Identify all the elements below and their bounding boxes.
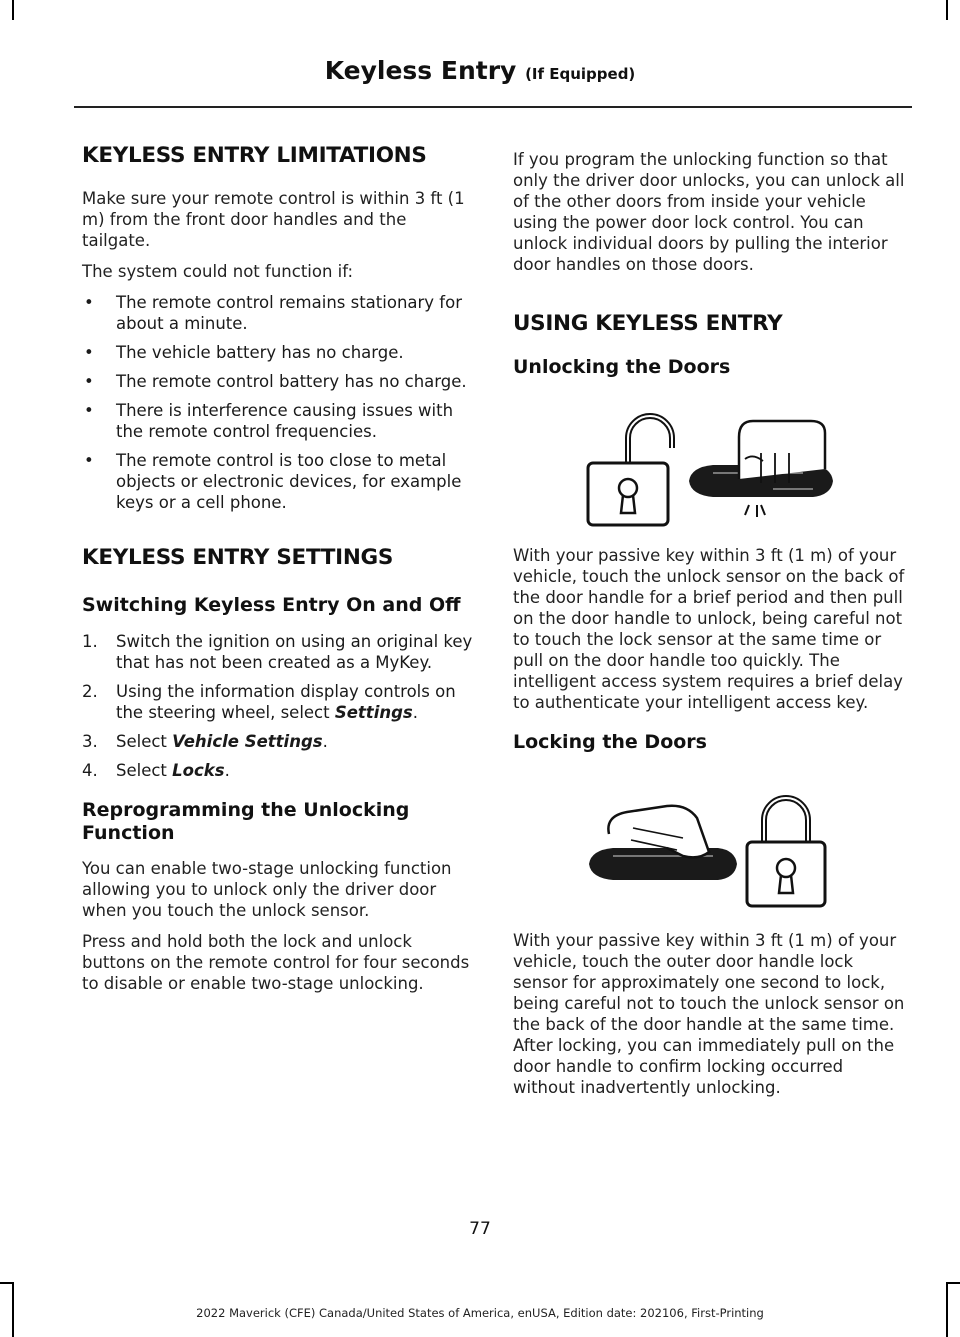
unlock-illustration [513,393,908,533]
step-text: Select [116,760,173,780]
header-subtitle: (If Equipped) [525,65,636,83]
bullet-marker: • [84,293,94,312]
bullet-text: The remote control is too close to metal objects or electronic devices, for example keys or a cell phone. [116,451,462,512]
step-number: 4. [82,760,98,780]
locking-paragraph: With your passive key within 3 ft (1 m) of your vehicle, touch the outer door handle lock sensor for approximately one second to lock, being careful not to touch the unlock sensor on the back of the door handle at the same time. After locking, you can immediately pull on the door handle to confirm locking occurred without inadvertently unlocking. [513,930,905,1097]
page-number: 77 [469,1219,491,1239]
step-tail: . [322,731,328,751]
bullet-text: The remote control remains stationary for about a minute. [116,293,462,333]
header-rule [74,106,912,108]
list-item [82,450,477,513]
step-number: 1. [82,631,98,651]
list-item [82,342,477,363]
reprogramming-heading: Reprogramming the Unlocking Function [82,798,410,844]
page-header [0,56,960,85]
door-handle-touch-icon [689,421,833,517]
bullet-marker: • [84,451,94,470]
unlocking-function-paragraph: If you program the unlocking function so that only the driver door unlocks, you can unlock all of the other doors from inside your vehicle using the power door lock control. You can unlock individual doors by pulling the interior door handles on those doors. [513,150,905,274]
door-handle-press-icon [589,805,737,879]
menu-setting-name: Vehicle Settings [172,731,323,751]
header-title: Keyless Entry [324,56,517,85]
menu-setting-name: Locks [172,760,225,780]
reprogramming-paragraph: Press and hold both the lock and unlock buttons on the remote control for four seconds to disable or enable two-stage unlocking. [82,932,470,994]
list-item [82,292,477,334]
step-text: Switch the ignition on using an original key that has not been created as a MyKey. [116,631,473,672]
limitations-lead: The system could not function if: [82,262,354,281]
crop-mark [946,0,948,20]
step-text: Using the information display controls on the steering wheel, select [116,681,456,722]
crop-mark [0,1282,14,1284]
switching-steps [82,631,477,781]
list-item [82,760,477,781]
reprogramming-paragraph: You can enable two-stage unlocking function allowing you to unlock only the driver door when you touch the unlock sensor. [82,859,452,921]
crop-mark [946,1282,960,1284]
step-text: Select [116,731,173,751]
switching-heading: Switching Keyless Entry On and Off [82,594,461,616]
unlocking-heading: Unlocking the Doors [513,356,731,378]
list-item [82,371,477,392]
limitations-list [82,292,477,513]
list-item [82,631,477,673]
step-number: 3. [82,731,98,751]
bullet-marker: • [84,401,94,420]
limitations-heading: KEYLESS ENTRY LIMITATIONS [82,143,427,168]
right-column [513,143,908,1098]
unlocked-padlock-icon [588,416,672,525]
bullet-text: The remote control battery has no charge. [116,372,467,391]
menu-setting-name: Settings [334,702,413,722]
lock-illustration [513,766,908,916]
bullet-marker: • [84,343,94,362]
list-item [82,681,477,723]
list-item [82,400,477,442]
locking-heading: Locking the Doors [513,730,707,753]
step-number: 2. [82,681,98,701]
settings-heading: KEYLESS ENTRY SETTINGS [82,545,394,570]
bullet-text: The vehicle battery has no charge. [116,343,404,362]
footer-edition-info: 2022 Maverick (CFE) Canada/United States of America, enUSA, Edition date: 202106, First-Printing [196,1306,764,1320]
step-tail: . [224,760,230,780]
list-item [82,731,477,752]
step-tail: . [412,702,418,722]
unlocking-paragraph: With your passive key within 3 ft (1 m) of your vehicle, touch the unlock sensor on the back of the door handle for a brief period and then pull on the door handle to unlock, being careful not to touch the lock sensor at the same time or pull on the door handle too quickly. The intelligent access system requires a brief delay to authenticate your intelligent access key. [513,545,905,712]
using-heading: USING KEYLESS ENTRY [513,311,783,336]
crop-mark [12,0,14,20]
bullet-text: There is interference causing issues with the remote control frequencies. [116,401,454,441]
limitations-intro: Make sure your remote control is within 3 ft (1 m) from the front door handles and the tailgate. [82,189,465,250]
left-column [82,143,477,994]
bullet-marker: • [84,372,94,391]
locked-padlock-icon [747,798,825,906]
